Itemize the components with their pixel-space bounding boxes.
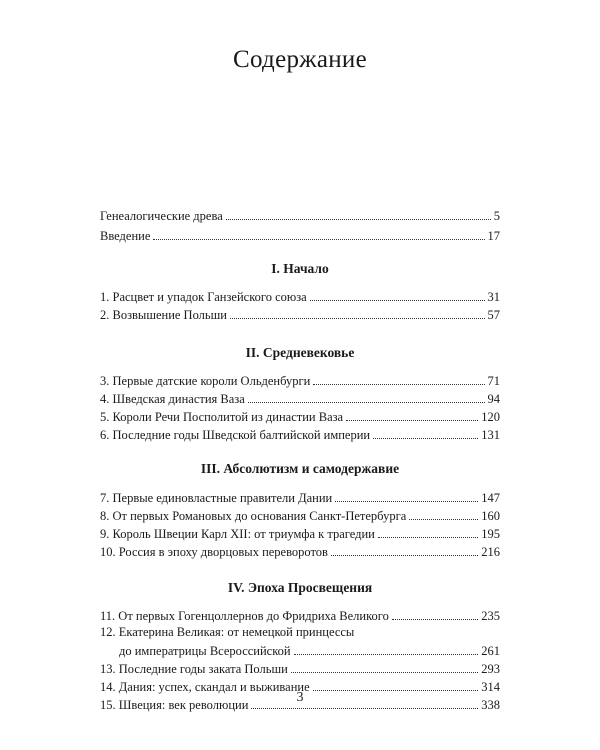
toc-entry-page: 293 <box>481 662 500 676</box>
dot-leader <box>294 654 479 655</box>
toc-entry-label: 2. Возвышение Польши <box>100 308 227 322</box>
toc-entry-page: 216 <box>481 545 500 559</box>
toc-entry[interactable] <box>100 606 500 624</box>
toc-entry[interactable] <box>100 407 500 425</box>
dot-leader <box>335 501 478 502</box>
toc-entry[interactable] <box>100 659 500 677</box>
toc-entry-label: 4. Шведская династия Ваза <box>100 392 245 406</box>
toc-entry-page: 57 <box>487 308 500 322</box>
dot-leader <box>378 537 478 538</box>
toc-entry-label: 5. Короли Речи Посполитой из династии Ваза <box>100 410 344 424</box>
toc-entry-label: Генеалогические древа <box>100 209 223 223</box>
toc-entry-page: 31 <box>487 290 500 304</box>
toc-entry[interactable] <box>100 542 500 560</box>
dot-leader <box>251 708 478 709</box>
dot-leader <box>373 438 478 439</box>
toc-entry-page: 147 <box>481 491 500 505</box>
toc-entry-label: 3. Первые датские короли Ольденбурги <box>100 374 311 388</box>
toc-entry-label: 1. Расцвет и упадок Ганзейского союза <box>100 290 307 304</box>
dot-leader <box>248 402 485 403</box>
toc-entry-label: Введение <box>100 229 151 243</box>
dot-leader <box>313 384 484 385</box>
toc-entry-label: 10. Россия в эпоху дворцовых переворотов <box>100 545 328 559</box>
toc-entry-genealogy[interactable] <box>100 204 500 224</box>
dot-leader <box>153 239 484 240</box>
toc-entry-page: 235 <box>481 609 500 623</box>
section-title: I. Начало <box>271 261 329 276</box>
dot-leader <box>226 219 491 220</box>
toc-entry[interactable] <box>100 389 500 407</box>
toc-entry[interactable] <box>100 506 500 524</box>
dot-leader <box>230 318 485 319</box>
toc-entry-label: 6. Последние годы Шведской балтийской империи <box>100 428 371 442</box>
toc-entry-page: 195 <box>481 527 500 541</box>
toc-entry-page: 17 <box>487 229 500 243</box>
toc-entry-label: 15. Швеция: век революции <box>100 698 249 712</box>
dot-leader <box>346 420 478 421</box>
toc-entry-label: 9. Король Швеции Карл XII: от триумфа к трагедии <box>100 527 375 541</box>
dot-leader <box>310 300 485 301</box>
toc-entry-page: 160 <box>481 509 500 523</box>
dot-leader <box>291 672 478 673</box>
toc-entry-page: 71 <box>487 374 500 388</box>
toc-entry[interactable] <box>100 425 500 443</box>
dot-leader <box>331 555 478 556</box>
toc-entry-page: 131 <box>481 428 500 442</box>
toc-entry-label: 7. Первые единовластные правители Дании <box>100 491 333 505</box>
toc-entry-label: 11. От первых Гогенцоллернов до Фридриха Великого <box>100 609 389 623</box>
toc-entry[interactable] <box>100 524 500 542</box>
section-title: II. Средневековье <box>245 345 355 360</box>
toc-entry-introduction[interactable] <box>100 224 500 244</box>
section-title: III. Абсолютизм и самодержавие <box>200 461 400 476</box>
dot-leader <box>409 519 478 520</box>
toc-entry-label: 8. От первых Романовых до основания Санкт-Петербурга <box>100 509 407 523</box>
toc-entry-label: 13. Последние годы заката Польши <box>100 662 288 676</box>
toc-entry[interactable] <box>100 624 500 659</box>
section-title: IV. Эпоха Просвещения <box>227 580 373 595</box>
toc-entry-page: 5 <box>493 209 500 223</box>
toc-entry-label-continued: до императрицы Всероссийской <box>119 644 291 658</box>
toc-entry-page: 338 <box>481 698 500 712</box>
toc-entry-page: 261 <box>481 644 500 658</box>
toc-entry-label: 14. Дания: успех, скандал и выживание <box>100 680 310 694</box>
dot-leader <box>392 619 478 620</box>
table-of-contents <box>100 204 500 713</box>
page-title: Содержание <box>233 46 367 73</box>
page-number: 3 <box>296 690 304 705</box>
toc-entry-page: 120 <box>481 410 500 424</box>
toc-entry[interactable] <box>100 488 500 506</box>
toc-entry-page: 314 <box>481 680 500 694</box>
toc-entry[interactable] <box>100 287 500 305</box>
toc-entry[interactable] <box>100 305 500 323</box>
toc-entry[interactable] <box>100 371 500 389</box>
toc-entry-label: 12. Екатерина Великая: от немецкой принцессы <box>100 625 355 639</box>
toc-entry-page: 94 <box>487 392 500 406</box>
